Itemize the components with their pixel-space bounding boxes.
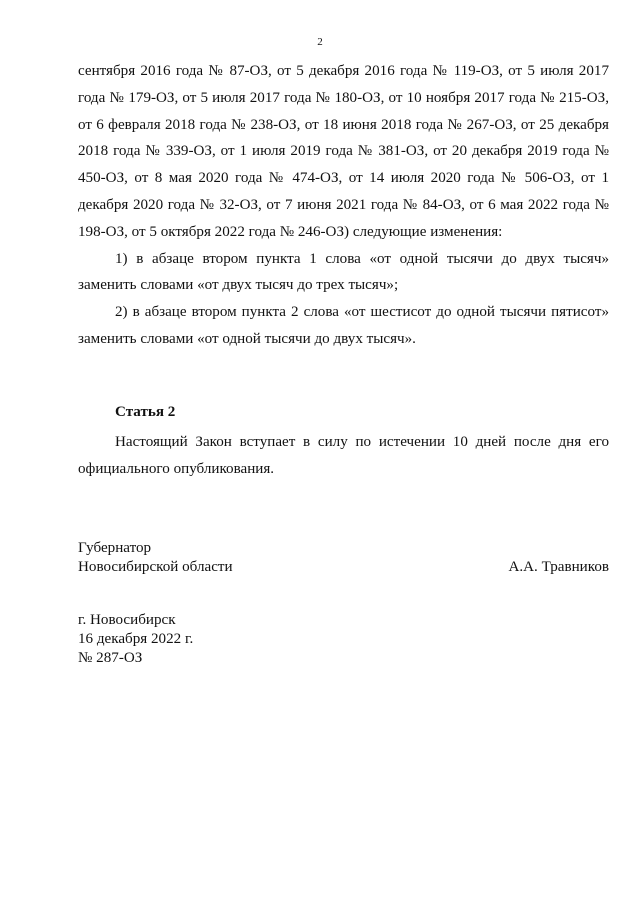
signatory-title: Губернатор: [78, 540, 152, 556]
amendment-item-1: 1) в абзаце втором пункта 1 слова «от одной тысячи до двух тысяч» заменить словами «от двух тысяч до трех тысяч»;: [78, 250, 609, 294]
signatory-region: Новосибирской области: [78, 559, 233, 575]
article-heading: Статья 2: [115, 404, 176, 420]
document-footer: [78, 611, 193, 668]
page-number: 2: [317, 36, 323, 48]
footer-city: г. Новосибирск: [78, 612, 176, 628]
signatory-name: А.А. Травников: [508, 559, 609, 575]
signature-block: [78, 539, 609, 577]
intro-paragraph: сентября 2016 года № 87-ОЗ, от 5 декабря 2016 года № 119-ОЗ, от 5 июля 2017 года № 179-ОЗ, от 5 июля 2017 года № 180-ОЗ, от 10 ноября 2017 года № 215-ОЗ, от 6 февраля 2018 года № 238-ОЗ, от 18 июня 2018 года № 267-ОЗ, от 25 декабря 2018 года № 339-ОЗ, от 1 июля 2019 года № 381-ОЗ, от 20 декабря 2019 года № 450-ОЗ, от 8 мая 2020 года № 474-ОЗ, от 14 июля 2020 года № 506-ОЗ, от 1 декабря 2020 года № 32-ОЗ, от 7 июня 2021 года № 84-ОЗ, от 6 мая 2022 года № 198-ОЗ, от 5 октября 2022 года № 246-ОЗ) следующие изменения:: [78, 63, 609, 240]
article-paragraph: Настоящий Закон вступает в силу по истечении 10 дней после дня его официального опубликования.: [78, 434, 609, 477]
amendment-item-2: 2) в абзаце втором пункта 2 слова «от шестисот до одной тысячи пятисот» заменить словами «от одной тысячи до двух тысяч».: [78, 304, 609, 347]
law-amendments-text: [78, 58, 609, 353]
article-body: [78, 429, 609, 483]
footer-law-number: № 287-ОЗ: [78, 650, 143, 666]
footer-date: 16 декабря 2022 г.: [78, 631, 194, 647]
